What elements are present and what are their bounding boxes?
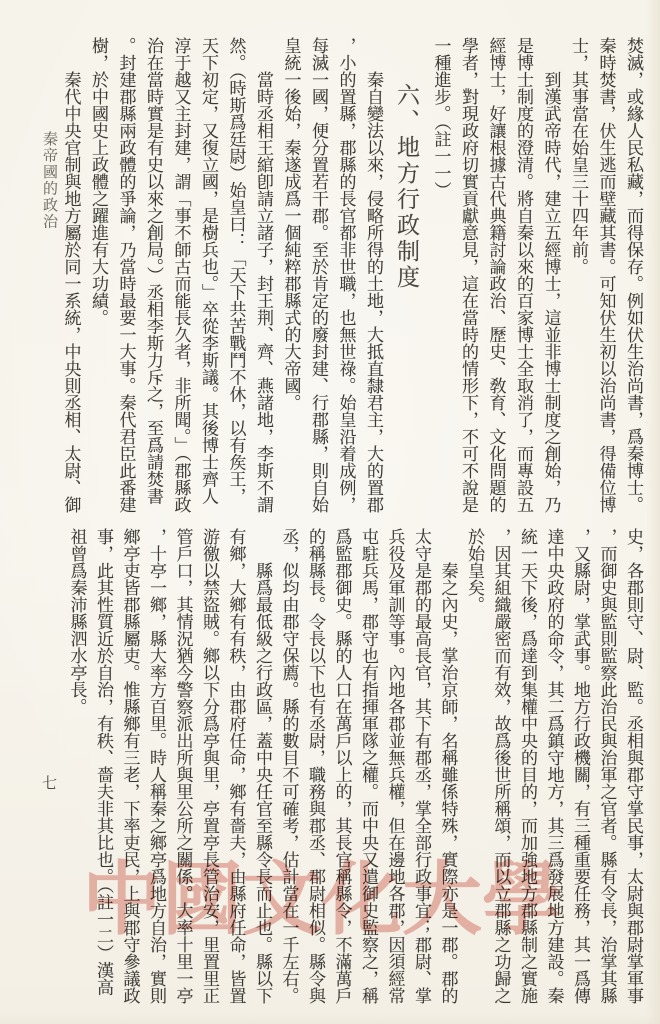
watermark: 中國文化大學 — [82, 852, 562, 946]
page-edge-shading-bottom — [0, 1014, 660, 1024]
page-number: 七 — [42, 774, 58, 792]
page-edge-shading-right — [646, 0, 660, 1024]
paragraph: 縣爲最低級之行政區，蓋中央任官至縣令長而止也。縣以下有鄉，大鄉有有秩，由郡府任命，鄉有嗇夫，由縣府任命，皆置游徼以禁盜賊。鄉以下分爲亭與里，亭置亭長管治安，里置里正管戶口，其情況猶今警察派出所與里公所之關係。大率十里一亭，十亭一鄉，縣大率方百里。時人稱秦之鄉亭爲地方自治，實則鄉亭吏皆郡縣屬吏。惟縣鄉有三老，下率吏民，上與郡守參議政事，此其性質近於自治，有秩、嗇夫非其比也。（註一二）漢高祖曾爲秦沛縣泗水亭長。 — [66, 528, 272, 1004]
running-title: 秦帝國的政治 — [41, 131, 59, 230]
paragraph: 到漢武帝時代，建立五經博士，這並非博士制度之創始，乃是博士制度的澄清。將自秦以來的百家博士全取消了，而專設五經博士，好讓根據古代典籍討論政治、歷史、敎育、文化問題的學者，對現政府切實貢獻意見，這在當時的情形下，不可不說是一種進步。（註一一） — [430, 37, 561, 513]
upper-page-text-block — [55, 37, 646, 515]
paragraph: 秦代中央官制與地方屬於同一系統，中央則丞相、太尉、御 — [60, 71, 81, 513]
paragraph: 秦自變法以來，侵略所得的土地，大抵直隸君主，大的置郡，小的置縣，郡縣的長官都非世職，也無世祿。始皇沿着成例，每滅一國，便分置若干郡。至於肯定的廢封建、行郡縣，則自始皇統一後始，秦遂成爲一個純粹郡縣式的大帝國。 — [280, 37, 383, 513]
paragraph: 焚滅，或緣人民私藏，而得保存。例如伏生治尚書，爲秦博士。秦時焚書，伏生逃而壁藏其書。可知伏生初以治尚書，得備位博士，其事當在始皇三十四年前。 — [568, 37, 643, 513]
lower-page-text-block — [61, 528, 646, 1006]
paragraph: 秦之內史，掌治京師，名稱雖係特殊，實際亦是一郡。郡的太守是郡的最高長官，其下有郡丞，掌全部行政事宜；郡尉、掌兵役及軍訓等事。內地各郡並無兵權，但在邊地各郡，因須經常屯駐兵馬，郡守也有指揮軍隊之權。而中央又遣御史監察之，稱爲監郡御史。縣的人口在萬戶以上的，其長官稱縣令，不滿萬戶的稱縣長。令長以下也有丞尉，職務與郡丞、郡尉相似。縣令與丞，似均由郡守保薦。縣的數目不可確考，估計當在一千左右。 — [278, 528, 458, 1004]
paragraph: 史，各郡則守、尉、監。丞相與郡守掌民事，太尉與郡尉掌軍事，而御史與監則監察此治民與治軍之官者。縣有令長，治掌其縣，又縣尉，掌武事。地方行政機關，有三種重要任務，其一爲傳達中央政府的命令，其二爲鎮守地方，其三爲發展地方建設。秦統一天下後，爲達到集權中央的目的，而加強地方郡縣制之實施，因其組織嚴密而有效，故爲後世所稱頌，而以立郡縣之功歸之於始皇矣。 — [464, 528, 643, 1004]
paragraph: 當時丞相王綰卽請立諸子，封王荆、齊、燕諸地，李斯不謂然。（時斯爲廷尉）始皇曰：「天下共苦戰鬥不休，以有矦王，天下初定，又復立國，是樹兵也。」卒從李斯議。其後博士齊人淳于越又主封建，謂「事不師古而能長久者，非所聞。」（郡縣政治在當時實是有史以來之創局。）丞相李斯力斥之，至爲請焚書。封建郡縣兩政體的爭論，乃當時最要一大事。秦代君臣此番建樹，於中國史上政體之躍進有大功績。 — [88, 37, 273, 513]
section-heading: 六、地方行政制度 — [393, 83, 419, 291]
